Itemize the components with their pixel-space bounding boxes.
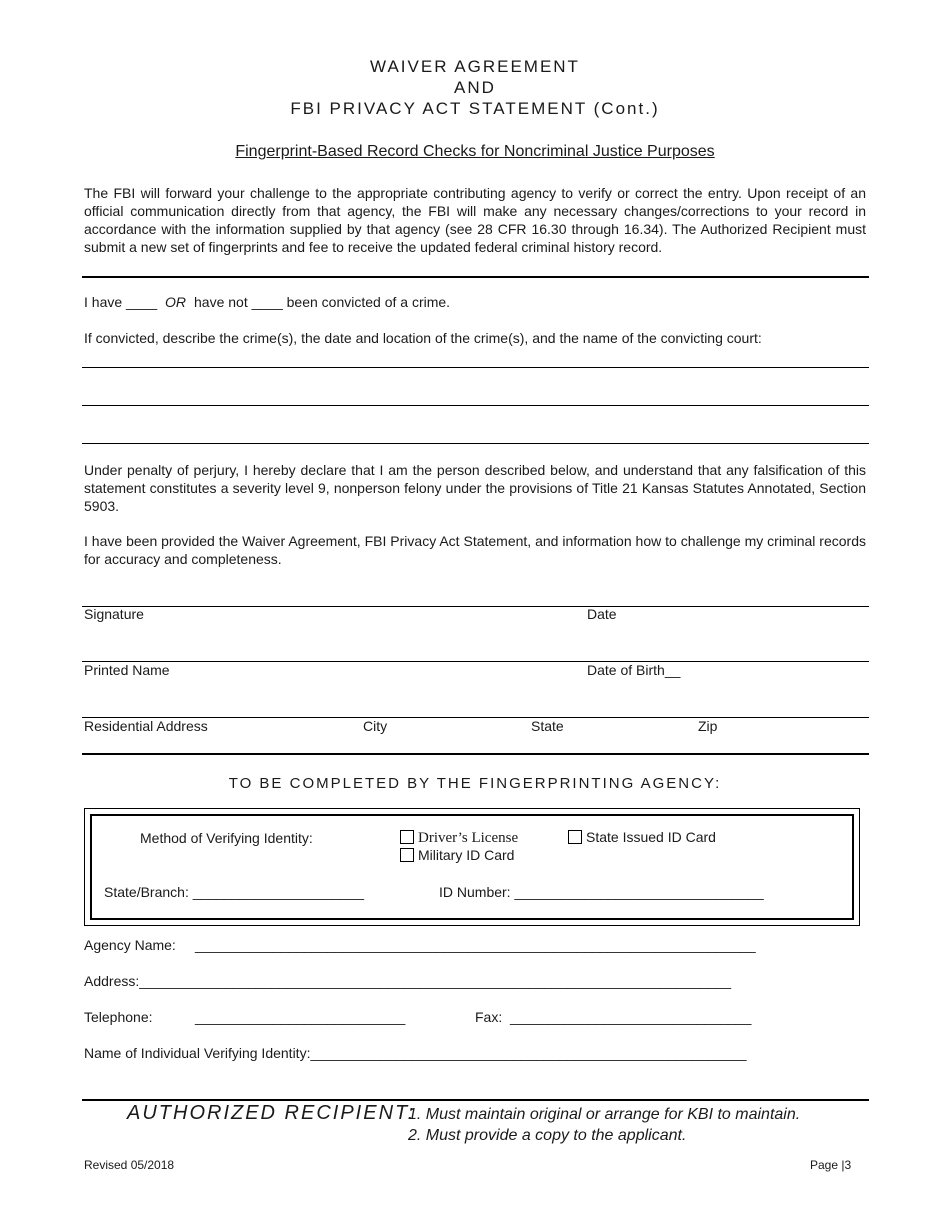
drivers-license-checkbox[interactable]	[400, 830, 414, 844]
document-title-line-2: AND	[454, 78, 496, 97]
conviction-description-line-3[interactable]	[82, 443, 869, 444]
military-id-label: Military ID Card	[418, 847, 515, 863]
authorized-recipient-item-1: 1. Must maintain original or arrange for KBI to maintain.	[408, 1106, 801, 1123]
state-id-label: State Issued ID Card	[586, 829, 716, 845]
drivers-license-option[interactable]	[400, 829, 518, 847]
fax-field[interactable]: _______________________________	[510, 1009, 752, 1025]
document-title-line-3: FBI PRIVACY ACT STATEMENT (Cont.)	[290, 99, 660, 118]
residential-address-label: Residential Address	[84, 718, 208, 734]
authorized-recipient-item-2: 2. Must provide a copy to the applicant.	[408, 1127, 687, 1144]
fax-label: Fax:	[475, 1009, 503, 1025]
drivers-license-label: Driver’s License	[418, 830, 519, 846]
state-branch-field[interactable]: State/Branch: ______________________	[104, 884, 365, 900]
document-subtitle: Fingerprint-Based Record Checks for Noncriminal Justice Purposes	[235, 143, 715, 160]
intro-paragraph: The FBI will forward your challenge to the appropriate contributing agency to verify or correct the entry. Upon receipt of an official communication directly from that agency, the FBI will make any necessary changes/corrections to your record in accordance with the information supplied by that agency (see 28 CFR 16.30 through 16.34). The Authorized Recipient must submit a new set of fingerprints and fee to receive the updated federal criminal history record.	[84, 185, 866, 255]
signature-label: Signature	[84, 606, 144, 622]
section-divider	[82, 1099, 869, 1101]
verifier-name-field[interactable]: Name of Individual Verifying Identity:________________________________________________________	[84, 1045, 747, 1061]
conviction-describe-prompt: If convicted, describe the crime(s), the date and location of the crime(s), and the name of the convicting court:	[84, 330, 762, 346]
printed-name-line[interactable]	[82, 661, 869, 662]
state-id-option[interactable]	[568, 829, 716, 845]
state-label: State	[531, 718, 564, 734]
method-of-verifying-label: Method of Verifying Identity:	[140, 830, 313, 846]
section-divider	[82, 753, 869, 755]
military-id-checkbox[interactable]	[400, 848, 414, 862]
military-id-option[interactable]	[400, 847, 514, 863]
agency-address-field[interactable]: Address:____________________________________________________________________________	[84, 973, 731, 989]
telephone-field[interactable]: ___________________________	[195, 1009, 406, 1025]
agency-section-heading: TO BE COMPLETED BY THE FINGERPRINTING AGENCY:	[228, 775, 722, 792]
telephone-label: Telephone:	[84, 1009, 153, 1025]
conviction-description-line-2[interactable]	[82, 405, 869, 406]
provided-paragraph: I have been provided the Waiver Agreement, FBI Privacy Act Statement, and information how to challenge my criminal records for accuracy and completeness.	[84, 533, 866, 567]
revision-date: Revised 05/2018	[84, 1158, 175, 1172]
declaration-paragraph: Under penalty of perjury, I hereby declare that I am the person described below, and understand that any falsification of this statement constitutes a severity level 9, nonperson felony under the provisions of Title 21 Kansas Statutes Annotated, Section 5903.	[84, 462, 866, 514]
conviction-have-field[interactable]: I have ____	[84, 294, 158, 310]
page-number: Page |3	[810, 1158, 852, 1172]
agency-name-field[interactable]: ________________________________________________________________________	[195, 937, 756, 953]
conviction-description-line-1[interactable]	[82, 367, 869, 368]
id-number-field[interactable]: ID Number: ________________________________	[439, 884, 764, 900]
signature-line[interactable]	[82, 606, 869, 607]
state-id-checkbox[interactable]	[568, 830, 582, 844]
printed-name-label: Printed Name	[84, 662, 170, 678]
city-label: City	[363, 718, 388, 734]
zip-label: Zip	[698, 718, 718, 734]
agency-name-label: Agency Name:	[84, 937, 176, 953]
date-of-birth-label: Date of Birth__	[587, 662, 681, 678]
conviction-have-not-field[interactable]: have not ____ been convicted of a crime.	[194, 294, 451, 310]
conviction-or-text: OR	[165, 294, 186, 310]
date-label: Date	[587, 606, 617, 622]
section-divider	[82, 276, 869, 278]
authorized-recipient-heading: AUTHORIZED RECIPIENT:	[127, 1102, 416, 1124]
document-title-line-1: WAIVER AGREEMENT	[370, 57, 580, 76]
